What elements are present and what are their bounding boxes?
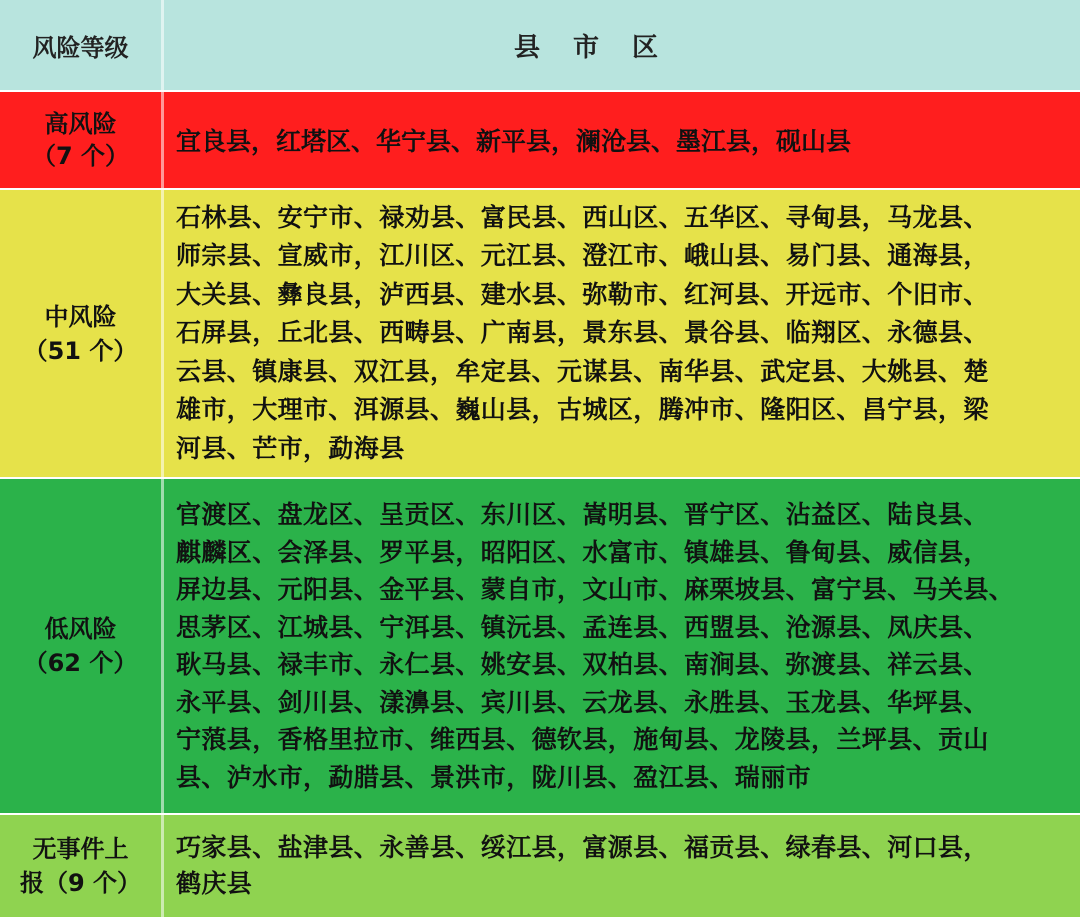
no-event-areas: 巧家县、盐津县、永善县、绥江县，富源县、福贡县、绿春县、河口县， 鹤庆县 (176, 833, 989, 898)
high-risk-areas: 宜良县，红塔区、华宁县、新平县，澜沧县、墨江县，砚山县 (176, 127, 852, 156)
low-risk-count: （62 个） (23, 649, 138, 677)
low-risk-areas-cell (164, 479, 1080, 813)
medium-risk-areas: 石林县、安宁市、禄劝县、富民县、西山区、五华区、寻甸县，马龙县、 师宗县、宣威市，江川区、元江县、澄江市、峨山县、易门县、通海县， 大关县、彝良县，泸西县、建水县、弥勒市、红河县、开远市、个旧市、 石屏县，丘北县、西畴县、广南县，景东县、景谷县、临翔区、永德县、 云县、镇康县、双江县，牟定县、元谋县、南华县、武定县、大姚县、楚 雄市，大理市、洱源县、巍山县，古城区，腾冲市、隆阳区、昌宁县，梁 河县、芒市，勐海县 (176, 202, 989, 463)
high-risk-areas-cell (164, 92, 1080, 188)
row-high-risk (0, 92, 1080, 188)
no-event-level-cell (0, 815, 161, 917)
header-area-cell (164, 0, 1080, 90)
high-risk-level-cell (0, 92, 161, 188)
no-event-areas-cell (164, 815, 1080, 917)
row-no-event (0, 815, 1080, 917)
high-risk-count: （7 个） (31, 142, 130, 170)
medium-risk-level-cell (0, 190, 161, 477)
low-risk-level-label: 低风险 (44, 615, 117, 643)
table-header (0, 0, 1080, 90)
no-event-count: 报（9 个） (19, 869, 142, 897)
low-risk-level-cell (0, 479, 161, 813)
low-risk-areas: 官渡区、盘龙区、呈贡区、东川区、嵩明县、晋宁区、沾益区、陆良县、 麒麟区、会泽县、罗平县，昭阳区、水富市、镇雄县、鲁甸县、威信县， 屏边县、元阳县、金平县、蒙自市，文山市、麻栗坡县、富宁县、马关县、 思茅区、江城县、宁洱县、镇沅县、孟连县、西盟县、沧源县、凤庆县、 耿马县、禄丰市、永仁县、姚安县、双柏县、南涧县、弥渡县、祥云县、 永平县、剑川县、漾濞县、宾川县、云龙县、永胜县、玉龙县、华坪县、 宁蒗县，香格里拉市、维西县、德钦县，施甸县、龙陵县，兰坪县、贡山 县、泸水市，勐腊县、景洪市，陇川县、盈江县、瑞丽市 (176, 500, 1015, 792)
medium-risk-level-label: 中风险 (44, 302, 117, 331)
header-area-label: 县 市 区 (513, 32, 671, 63)
row-low-risk (0, 479, 1080, 813)
header-level-cell (0, 0, 161, 90)
header-level-label: 风险等级 (32, 33, 129, 62)
medium-risk-count: （51 个） (23, 336, 138, 365)
high-risk-level-label: 高风险 (44, 110, 117, 138)
medium-risk-areas-cell (164, 190, 1080, 477)
no-event-level-label: 无事件上 (32, 835, 129, 863)
row-medium-risk (0, 190, 1080, 477)
